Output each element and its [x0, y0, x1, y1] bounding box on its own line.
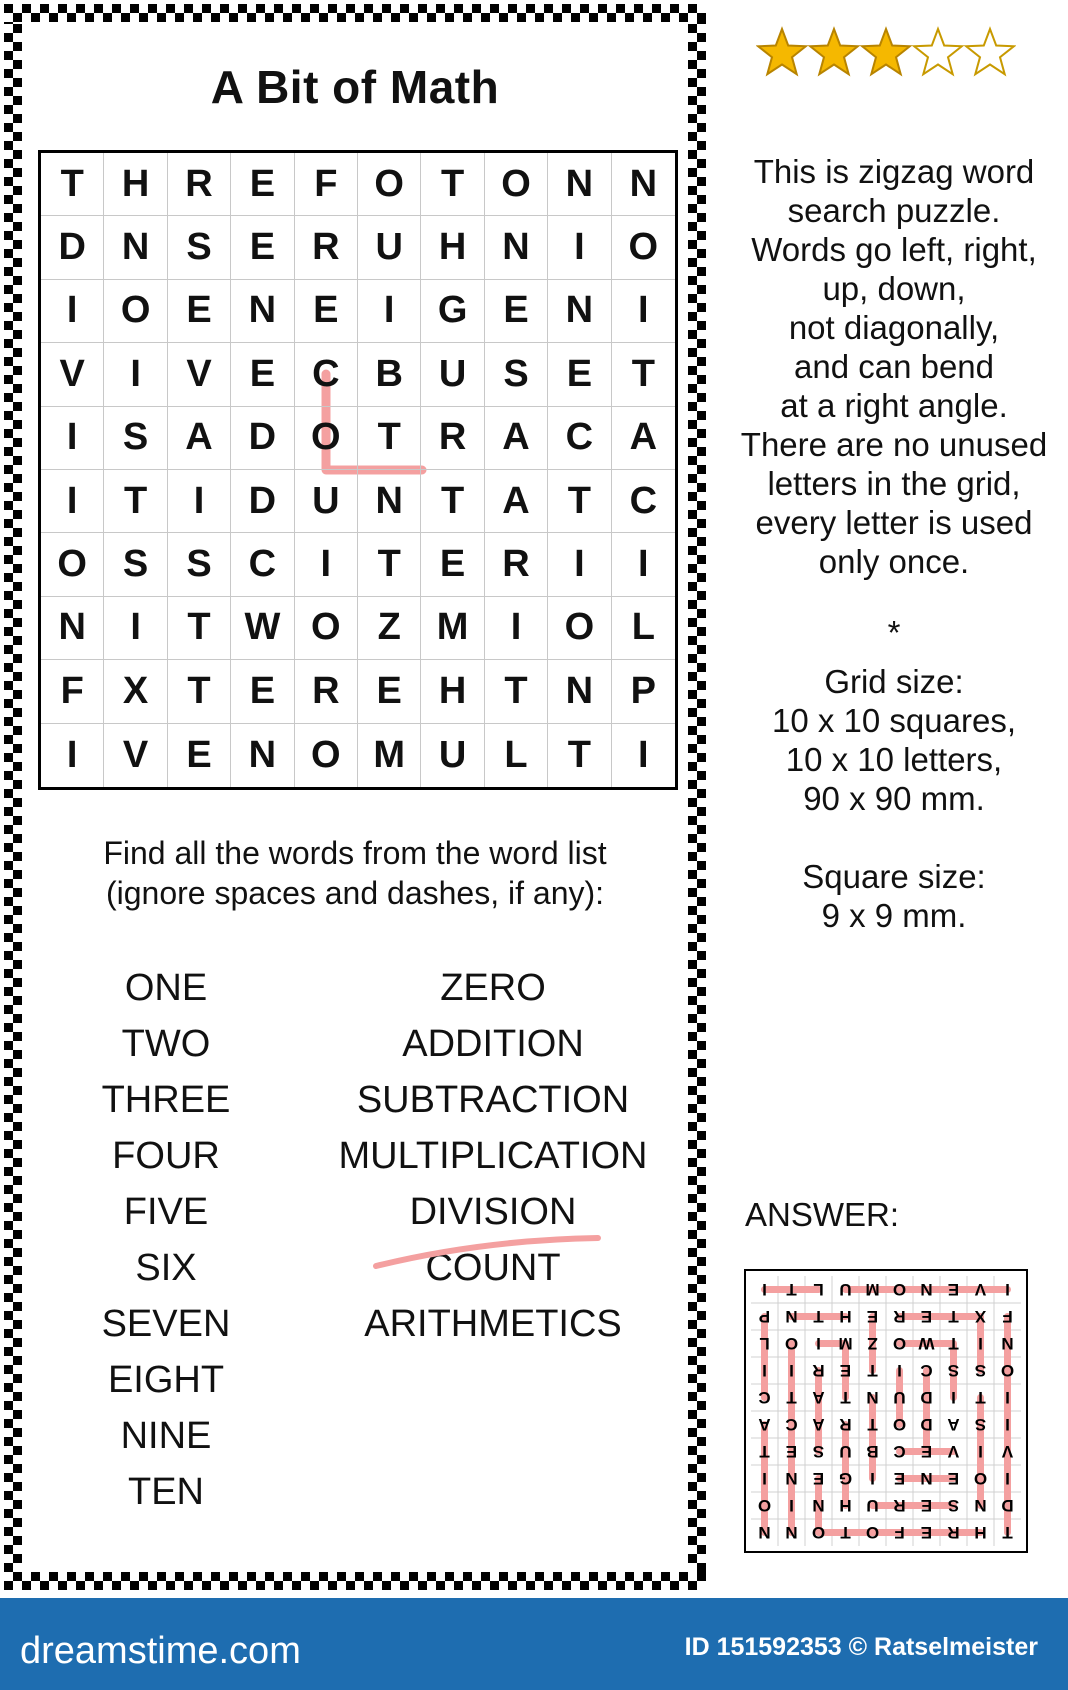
grid-cell: I	[41, 280, 104, 343]
grid-cell: E	[231, 153, 294, 216]
answer-cell: R	[812, 1361, 825, 1380]
answer-cell: I	[816, 1334, 821, 1353]
answer-cell: E	[920, 1496, 933, 1515]
answer-cell: I	[897, 1361, 902, 1380]
answer-cell: U	[893, 1388, 906, 1407]
separator-star: *	[887, 614, 901, 651]
info-line: up, down,	[822, 270, 966, 307]
answer-cell: T	[867, 1361, 878, 1380]
grid-cell: R	[421, 407, 484, 470]
grid-cell: O	[358, 153, 421, 216]
answer-cell: N	[974, 1496, 987, 1515]
grid-cell: I	[41, 470, 104, 533]
grid-cell: U	[421, 343, 484, 406]
grid-cell: I	[41, 407, 104, 470]
answer-cell: S	[947, 1361, 960, 1380]
difficulty-stars	[756, 26, 1016, 82]
puzzle-title: A Bit of Math	[210, 61, 500, 113]
info-line: 10 x 10 letters,	[785, 741, 1003, 778]
grid-cell: H	[104, 153, 167, 216]
grid-cell: V	[41, 343, 104, 406]
grid-cell: N	[548, 280, 611, 343]
info-line: 10 x 10 squares,	[772, 702, 1016, 739]
answer-cell: I	[762, 1361, 767, 1380]
letter-grid	[38, 150, 678, 790]
grid-cell: N	[41, 597, 104, 660]
answer-cell: W	[918, 1334, 935, 1353]
answer-cell: V	[947, 1442, 960, 1461]
answer-cell: M	[865, 1280, 880, 1299]
answer-cell: O	[811, 1523, 826, 1542]
answer-cell: S	[812, 1442, 825, 1461]
answer-cell: T	[975, 1388, 986, 1407]
grid-cell: L	[485, 724, 548, 787]
grid-cell: X	[104, 660, 167, 723]
grid-cell: T	[104, 470, 167, 533]
info-line: Words go left, right,	[751, 231, 1037, 268]
answer-cell: S	[947, 1496, 960, 1515]
grid-cell: M	[358, 724, 421, 787]
brand-logo: dreamstime.com	[20, 1630, 301, 1672]
puzzle-description	[720, 152, 1068, 581]
grid-cell: W	[231, 597, 294, 660]
word-item: TWO	[121, 1023, 211, 1065]
answer-cell: R	[893, 1496, 906, 1515]
answer-cell: A	[812, 1388, 825, 1407]
word-item: FIVE	[123, 1191, 209, 1233]
grid-cell: T	[485, 660, 548, 723]
word-item: ZERO	[440, 967, 546, 1009]
answer-cell: I	[789, 1496, 794, 1515]
grid-size-info	[720, 662, 1068, 818]
grid-cell: R	[295, 216, 358, 279]
grid-cell: N	[612, 153, 675, 216]
image-id: ID 151592353 © Ratselmeister	[684, 1633, 1038, 1661]
info-line: search puzzle.	[787, 192, 1001, 229]
grid-cell: N	[231, 280, 294, 343]
grid-cell: S	[104, 533, 167, 596]
answer-cell: N	[785, 1307, 798, 1326]
grid-cell: C	[548, 407, 611, 470]
grid-cell: A	[168, 407, 231, 470]
grid-cell: T	[612, 343, 675, 406]
answer-cell: I	[1005, 1415, 1010, 1434]
answer-cell: R	[947, 1523, 960, 1542]
grid-cell: U	[295, 470, 358, 533]
info-line: 9 x 9 mm.	[821, 897, 967, 934]
grid-cell: C	[612, 470, 675, 533]
grid-cell: A	[612, 407, 675, 470]
answer-cell: X	[974, 1307, 987, 1326]
grid-cell: S	[168, 533, 231, 596]
answer-cell: H	[839, 1496, 852, 1515]
grid-cell: F	[41, 660, 104, 723]
grid-cell: O	[41, 533, 104, 596]
grid-cell: T	[41, 153, 104, 216]
answer-cell: U	[839, 1280, 852, 1299]
grid-cell: S	[485, 343, 548, 406]
word-list-left	[66, 960, 266, 1520]
star-filled-icon	[862, 29, 910, 74]
answer-cell: O	[865, 1523, 880, 1542]
star-empty-icon	[966, 29, 1014, 74]
answer-cell: U	[866, 1496, 879, 1515]
answer-cell: O	[757, 1496, 772, 1515]
grid-cell: P	[612, 660, 675, 723]
grid-cell: I	[612, 533, 675, 596]
grid-cell: D	[41, 216, 104, 279]
answer-cell: E	[920, 1307, 933, 1326]
grid-cell: T	[168, 597, 231, 660]
grid-cell: E	[168, 280, 231, 343]
answer-cell: D	[920, 1388, 933, 1407]
grid-cell: I	[104, 597, 167, 660]
answer-cell: H	[839, 1307, 852, 1326]
answer-cell: T	[786, 1280, 797, 1299]
grid-cell: O	[548, 597, 611, 660]
answer-cell: O	[892, 1280, 907, 1299]
answer-grid	[743, 1268, 1029, 1554]
instructions	[22, 833, 688, 913]
info-line: This is zigzag word	[753, 153, 1035, 190]
grid-cell: U	[421, 724, 484, 787]
answer-cell: N	[812, 1496, 825, 1515]
answer-cell: C	[785, 1415, 798, 1434]
grid-cell: S	[168, 216, 231, 279]
answer-cell: I	[762, 1280, 767, 1299]
grid-cell: N	[104, 216, 167, 279]
answer-cell: E	[893, 1469, 906, 1488]
answer-cell: I	[978, 1442, 983, 1461]
answer-cell: S	[974, 1415, 987, 1434]
grid-cell: N	[548, 660, 611, 723]
grid-cell: I	[638, 733, 649, 776]
grid-cell: N	[231, 724, 294, 787]
answer-cell: T	[840, 1388, 851, 1407]
answer-cell: D	[1001, 1496, 1014, 1515]
star-filled-icon	[758, 29, 806, 74]
grid-cell: E	[295, 280, 358, 343]
grid-cell: H	[421, 216, 484, 279]
star-filled-icon	[810, 29, 858, 74]
word-item: ONE	[124, 967, 208, 1009]
info-line: Grid size:	[824, 663, 964, 700]
answer-cell: C	[893, 1442, 906, 1461]
answer-cell: S	[974, 1361, 987, 1380]
grid-cell: N	[548, 153, 611, 216]
answer-cell: E	[947, 1280, 960, 1299]
word-item: SUBTRACTION	[356, 1079, 630, 1121]
answer-cell: I	[951, 1388, 956, 1407]
word-item: ARITHMETICS	[364, 1303, 622, 1345]
word-item: ADDITION	[402, 1023, 584, 1065]
answer-cell: I	[870, 1469, 875, 1488]
answer-cell: O	[892, 1415, 907, 1434]
answer-cell: T	[867, 1415, 878, 1434]
answer-cell: H	[974, 1523, 987, 1542]
grid-cell: Z	[358, 597, 421, 660]
answer-cell: T	[948, 1307, 959, 1326]
grid-cell: I	[548, 216, 611, 279]
instruction-line: Find all the words from the word list	[103, 835, 607, 871]
info-line: There are no unused	[740, 426, 1048, 463]
grid-cell: T	[421, 470, 484, 533]
grid-cell: U	[358, 216, 421, 279]
grid-cell: L	[612, 597, 675, 660]
answer-cell: E	[812, 1469, 825, 1488]
grid-cell: O	[612, 216, 675, 279]
grid-cell: D	[231, 407, 294, 470]
grid-cell: V	[168, 343, 231, 406]
grid-cell: N	[358, 470, 421, 533]
grid-cell: B	[358, 343, 421, 406]
grid-cell: E	[231, 343, 294, 406]
answer-cell: O	[892, 1334, 907, 1353]
grid-cell: T	[548, 724, 611, 787]
square-size-info	[720, 857, 1068, 935]
answer-cell: R	[839, 1415, 852, 1434]
word-item: TEN	[128, 1471, 204, 1513]
answer-cell: I	[1005, 1469, 1010, 1488]
grid-cell: R	[168, 153, 231, 216]
word-item: FOUR	[112, 1135, 220, 1177]
answer-cell: T	[1002, 1523, 1013, 1542]
word-item: EIGHT	[107, 1359, 225, 1401]
answer-cell: U	[839, 1442, 852, 1461]
answer-cell: C	[758, 1388, 771, 1407]
grid-cell: T	[548, 470, 611, 533]
word-item: DIVISION	[409, 1191, 577, 1233]
grid-cell: T	[421, 153, 484, 216]
grid-cell: O	[295, 407, 358, 470]
answer-cell: G	[838, 1469, 853, 1488]
answer-cell: N	[785, 1523, 798, 1542]
grid-cell: G	[421, 280, 484, 343]
info-line: not diagonally,	[788, 309, 1000, 346]
info-line: and can bend	[793, 348, 994, 385]
answer-cell: I	[1005, 1388, 1010, 1407]
answer-cell: N	[920, 1280, 933, 1299]
answer-cell: E	[785, 1442, 798, 1461]
answer-cell: N	[785, 1469, 798, 1488]
grid-cell: I	[548, 533, 611, 596]
answer-cell: E	[866, 1307, 879, 1326]
answer-cell: V	[1001, 1442, 1014, 1461]
word-item: COUNT	[425, 1247, 561, 1289]
grid-cell: I	[168, 470, 231, 533]
grid-cell: T	[168, 660, 231, 723]
grid-cell: N	[485, 216, 548, 279]
answer-cell: E	[920, 1523, 933, 1542]
answer-cell: N	[866, 1388, 879, 1407]
answer-cell: O	[784, 1334, 799, 1353]
word-item: NINE	[120, 1415, 212, 1457]
grid-cell: I	[612, 280, 675, 343]
star-empty-icon	[914, 29, 962, 74]
grid-cell: O	[104, 280, 167, 343]
grid-cell: E	[358, 660, 421, 723]
word-item: SIX	[135, 1247, 197, 1289]
answer-cell: L	[759, 1334, 770, 1353]
answer-cell: T	[786, 1388, 797, 1407]
info-line: letters in the grid,	[767, 465, 1021, 502]
grid-cell: I	[485, 597, 548, 660]
answer-cell: V	[974, 1280, 987, 1299]
answer-cell: Z	[867, 1334, 878, 1353]
answer-cell: I	[978, 1334, 983, 1353]
grid-cell: O	[485, 153, 548, 216]
answer-cell: M	[838, 1334, 853, 1353]
answer-cell: T	[813, 1307, 824, 1326]
grid-cell: T	[358, 407, 421, 470]
word-list-right	[300, 960, 686, 1352]
answer-cell: I	[762, 1469, 767, 1488]
grid-cell: H	[421, 660, 484, 723]
grid-cell: I	[295, 533, 358, 596]
answer-cell: A	[947, 1415, 960, 1434]
answer-cell: O	[1000, 1361, 1015, 1380]
answer-cell: O	[973, 1469, 988, 1488]
answer-cell: A	[812, 1415, 825, 1434]
answer-cell: N	[920, 1469, 933, 1488]
grid-cell: O	[295, 597, 358, 660]
grid-cell: V	[104, 724, 167, 787]
answer-cell: F	[1002, 1307, 1013, 1326]
grid-cell: E	[548, 343, 611, 406]
grid-cell: R	[485, 533, 548, 596]
grid-cell: F	[295, 153, 358, 216]
answer-label: ANSWER:	[745, 1196, 900, 1233]
answer-cell: T	[948, 1334, 959, 1353]
answer-cell: E	[920, 1442, 933, 1461]
answer-cell: D	[920, 1415, 933, 1434]
answer-cell: F	[894, 1523, 905, 1542]
grid-cell: E	[231, 660, 294, 723]
answer-cell: B	[866, 1442, 879, 1461]
word-item: THREE	[101, 1079, 231, 1121]
info-line: every letter is used	[755, 504, 1033, 541]
grid-cell: A	[485, 470, 548, 533]
answer-cell: T	[759, 1442, 770, 1461]
grid-cell: C	[295, 343, 358, 406]
grid-cell: C	[231, 533, 294, 596]
answer-cell: I	[1005, 1280, 1010, 1299]
answer-cell: E	[839, 1361, 852, 1380]
info-line: 90 x 90 mm.	[803, 780, 985, 817]
answer-cell: I	[789, 1361, 794, 1380]
grid-cell: S	[104, 407, 167, 470]
answer-cell: L	[813, 1280, 824, 1299]
grid-cell: A	[485, 407, 548, 470]
grid-cell: E	[231, 216, 294, 279]
instruction-line: (ignore spaces and dashes, if any):	[105, 875, 605, 911]
info-line: at a right angle.	[780, 387, 1008, 424]
word-item: MULTIPLICATION	[338, 1135, 648, 1177]
answer-cell: R	[893, 1307, 906, 1326]
grid-cell: D	[231, 470, 294, 533]
answer-cell: P	[758, 1307, 771, 1326]
grid-cell: T	[358, 533, 421, 596]
grid-cell: I	[104, 343, 167, 406]
grid-cell: R	[295, 660, 358, 723]
answer-cell: E	[947, 1469, 960, 1488]
grid-cell: I	[41, 724, 104, 787]
answer-cell: N	[758, 1523, 771, 1542]
answer-cell: T	[840, 1523, 851, 1542]
answer-cell: A	[758, 1415, 771, 1434]
info-line: only once.	[818, 543, 970, 580]
grid-cell: O	[295, 724, 358, 787]
info-line: Square size:	[802, 858, 986, 895]
answer-cell: N	[1001, 1334, 1014, 1353]
grid-cell: E	[168, 724, 231, 787]
grid-cell: E	[421, 533, 484, 596]
grid-cell: I	[358, 280, 421, 343]
answer-cell: C	[920, 1361, 933, 1380]
grid-cell: M	[421, 597, 484, 660]
grid-cell: E	[485, 280, 548, 343]
word-item: SEVEN	[101, 1303, 231, 1345]
